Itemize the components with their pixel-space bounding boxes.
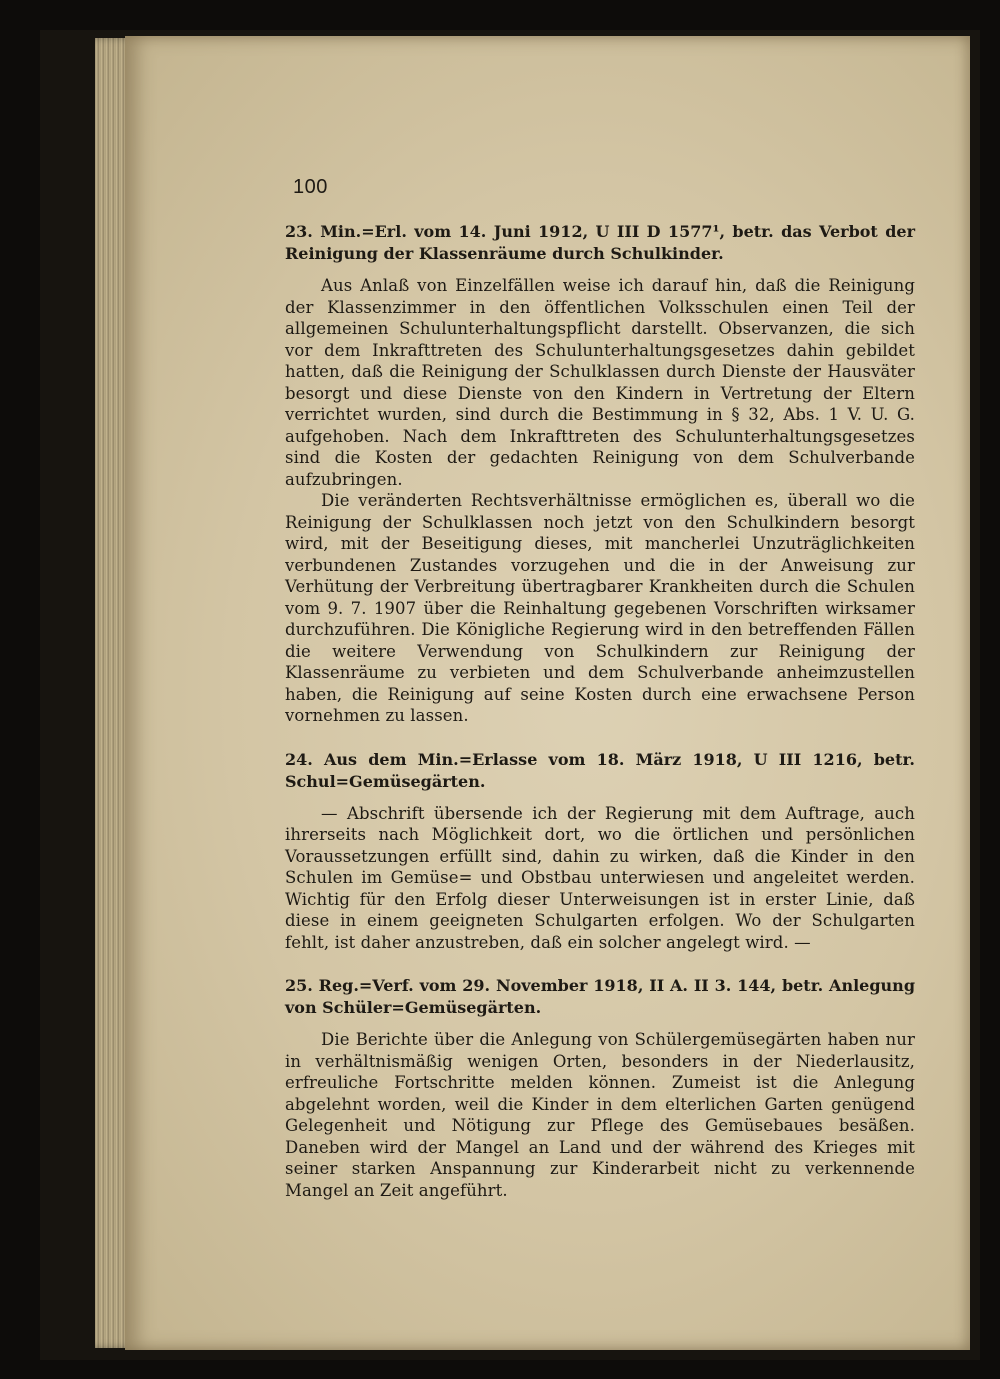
section-25 bbox=[285, 975, 915, 1201]
paragraph: Aus Anlaß von Einzelfällen weise ich darauf hin, daß die Reinigung der Klassenzimmer in den öffentlichen Volksschulen einen Teil der allgemeinen Schulunterhaltungspflicht darstellt. Observanzen, die sich vor dem Inkrafttreten des Schulunterhaltungsgesetzes dahin gebildet hatten, daß die Reinigung der Schulklassen durch Dienste der Hausväter besorgt und diese Dienste von den Kindern in Vertretung der Eltern verrichtet wurden, sind durch die Bestimmung in § 32, Abs. 1 V. U. G. aufgehoben. Nach dem Inkrafttreten des Schulunterhaltungsgesetzes sind die Kosten der gedachten Reinigung von dem Schulverbande aufzubringen. bbox=[285, 276, 915, 489]
page-number: 100 bbox=[293, 176, 328, 198]
section-heading: 24. Aus dem Min.=Erlasse vom 18. März 1918, U III 1216, betr. Schul=Gemüsegärten. bbox=[285, 749, 915, 791]
paragraph: Die veränderten Rechtsverhältnisse ermöglichen es, überall wo die Reinigung der Schulklassen noch jetzt von den Schulkindern besorgt wird, mit der Beseitigung dieses, mit mancherlei Unzuträglichkeiten verbundenen Zustandes vorzugehen und die in der Anweisung zur Verhütung der Verbreitung übertragbarer Krankheiten durch die Schulen vom 9. 7. 1907 über die Reinhaltung gegebenen Vorschriften wirksamer durchzuführen. Die Königliche Regierung wird in den betreffenden Fällen die weitere Verwendung von Schulkindern zur Reinigung der Klassenräume zu verbieten und dem Schulverbande anheimzustellen haben, die Reinigung auf seine Kosten durch eine erwachsene Person vornehmen zu lassen. bbox=[285, 491, 915, 725]
section-heading: 23. Min.=Erl. vom 14. Juni 1912, U III D 1577¹, betr. das Verbot der Reinigung der Klassenräume durch Schulkinder. bbox=[285, 222, 915, 263]
page-content bbox=[285, 76, 915, 1211]
book-page bbox=[125, 36, 970, 1350]
section-24 bbox=[285, 749, 915, 954]
section-23 bbox=[285, 221, 915, 727]
paragraph: — Abschrift übersende ich der Regierung mit dem Auftrage, auch ihrerseits nach Möglichkeit dort, wo die örtlichen und persönlichen Voraussetzungen erfüllt sind, dahin zu wirken, daß die Kinder in den Schulen im Gemüse= und Obstbau unterwiesen und angeleitet werden. Wichtig für den Erfolg dieser Unterweisungen ist in erster Linie, daß diese in einem geeigneten Schulgarten erfolgen. Wo der Schulgarten fehlt, ist daher anzustreben, daß ein solcher angelegt wird. — bbox=[285, 803, 915, 952]
section-heading: 25. Reg.=Verf. vom 29. November 1918, II A. II 3. 144, betr. Anlegung von Schüler=Gemüsegärten. bbox=[285, 976, 915, 1017]
paragraph: Die Berichte über die Anlegung von Schülergemüsegärten haben nur in verhältnismäßig wenigen Orten, besonders in der Niederlausitz, erfreuliche Fortschritte melden können. Zumeist ist die Anlegung abgelehnt worden, weil die Kinder in dem elterlichen Garten genügend Gelegenheit und Nötigung zur Pflege des Gemüsebaues besäßen. Daneben wird der Mangel an Land und der während des Krieges mit seiner starken Anspannung zur Kinderarbeit nicht zu verkennende Mangel an Zeit angeführt. bbox=[285, 1030, 915, 1200]
